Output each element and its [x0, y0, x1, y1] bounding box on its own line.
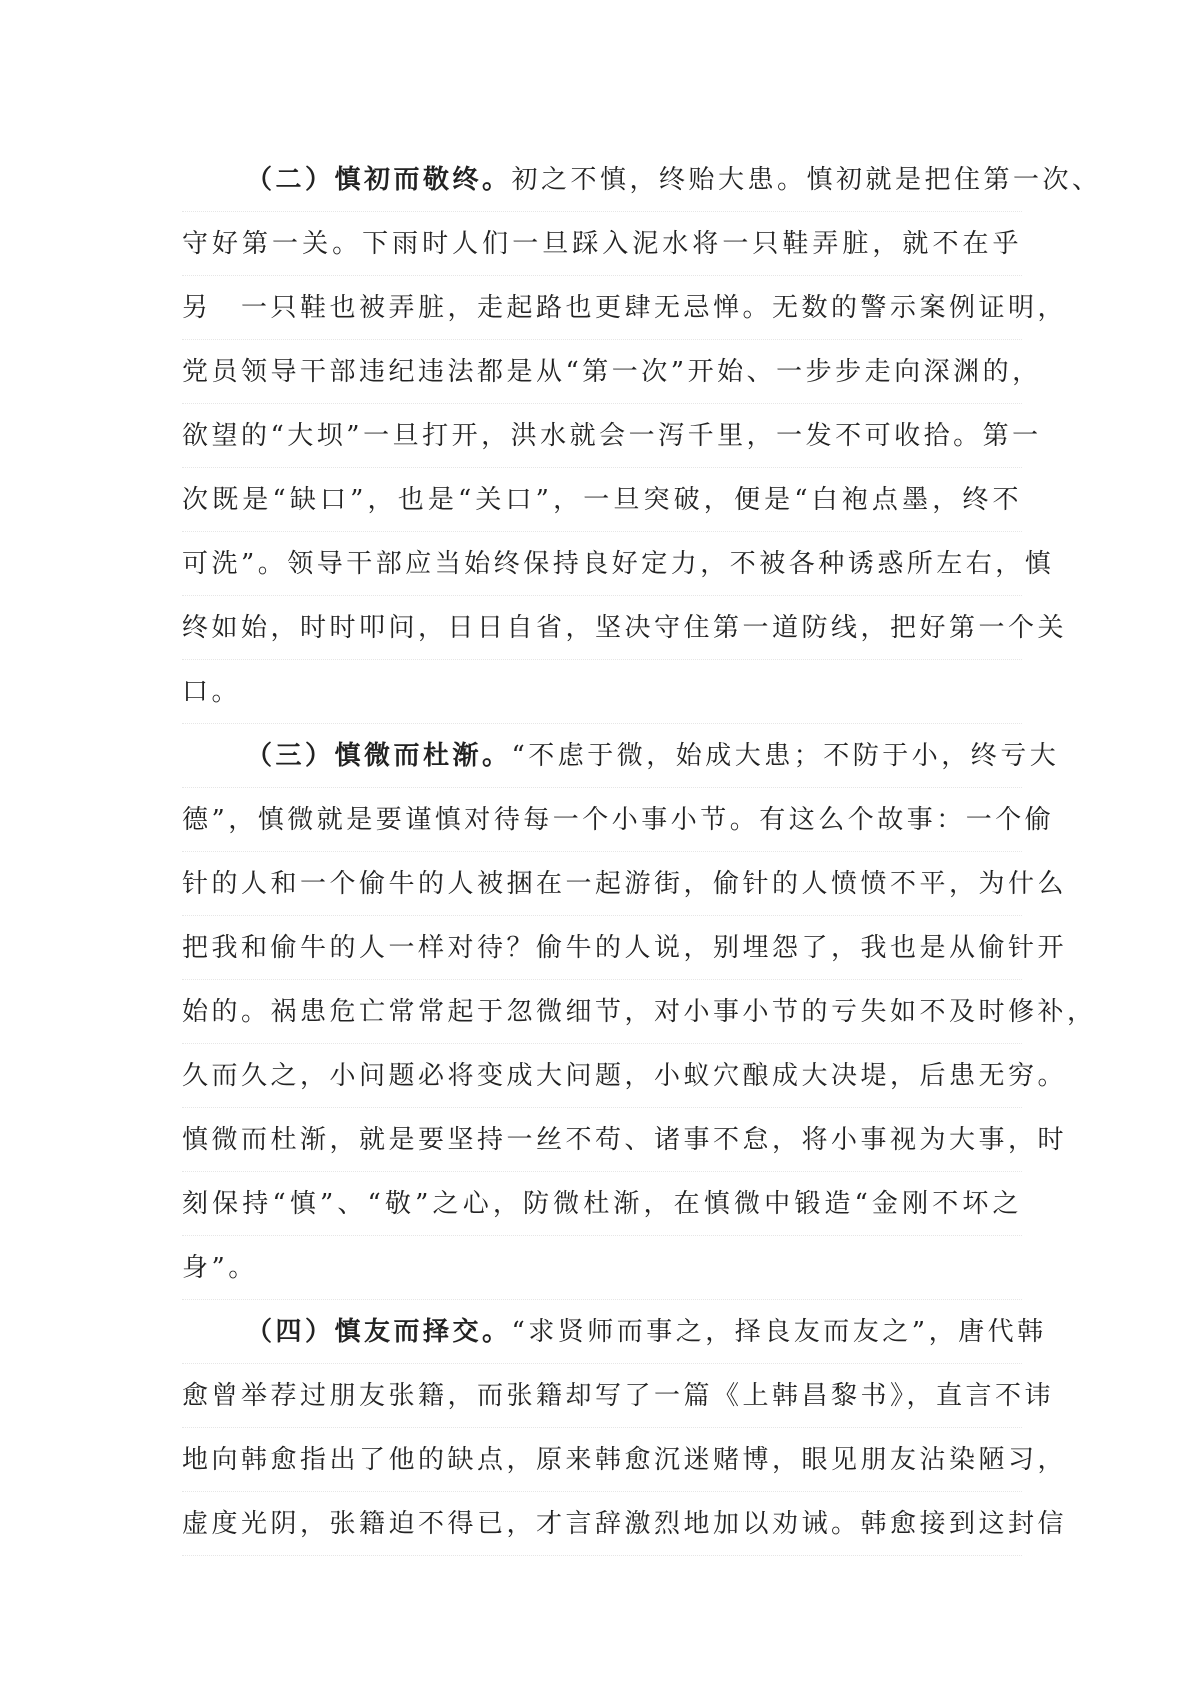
text-line: 久而久之，小问题必将变成大问题，小蚁穴酿成大决堤，后患无穷。 [182, 1044, 1022, 1108]
text-line: 针的人和一个偷牛的人被捆在一起游街，偷针的人愤愤不平，为什么 [182, 852, 1022, 916]
text-line: 愈曾举荐过朋友张籍，而张籍却写了一篇《上韩昌黎书》，直言不讳 [182, 1364, 1022, 1428]
section-heading: （三）慎微而杜渐。 [246, 741, 512, 771]
section-heading: （二）慎初而敬终。 [246, 165, 512, 195]
text-line: 可洗”。领导干部应当始终保持良好定力，不被各种诱惑所左右，慎 [182, 532, 1022, 596]
text-line: 终如始，时时叩问，日日自省，坚决守住第一道防线，把好第一个关 [182, 596, 1022, 660]
text-line: 身”。 [182, 1236, 1022, 1300]
paragraph-text: “不虑于微，始成大患；不防于小，终亏大 [511, 741, 1060, 771]
text-line: 守好第一关。下雨时人们一旦踩入泥水将一只鞋弄脏，就不在乎 [182, 212, 1022, 276]
text-line: 另 一只鞋也被弄脏，走起路也更肆无忌惮。无数的警示案例证明， [182, 276, 1022, 340]
paragraph-text: 初之不慎，终贻大患。慎初就是把住第一次、 [511, 165, 1102, 195]
text-line: 把我和偷牛的人一样对待？偷牛的人说，别埋怨了，我也是从偷针开 [182, 916, 1022, 980]
text-line: 党员领导干部违纪违法都是从“第一次”开始、一步步走向深渊的， [182, 340, 1022, 404]
text-line: 刻保持“慎”、“敬”之心，防微杜渐，在慎微中锻造“金刚不坏之 [182, 1172, 1022, 1236]
text-line: 始的。祸患危亡常常起于忽微细节，对小事小节的亏失如不及时修补， [182, 980, 1022, 1044]
text-line: 德”，慎微就是要谨慎对待每一个小事小节。有这么个故事：一个偷 [182, 788, 1022, 852]
text-line: 口。 [182, 660, 1022, 724]
document-body [182, 148, 1102, 1556]
text-line: 次既是“缺口”，也是“关口”，一旦突破，便是“白袍点墨，终不 [182, 468, 1022, 532]
paragraph-text: “求贤师而事之，择良友而友之”，唐代韩 [511, 1317, 1047, 1347]
text-line: 虚度光阴，张籍迫不得已，才言辞激烈地加以劝诫。韩愈接到这封信 [182, 1492, 1022, 1556]
text-line [182, 148, 1102, 212]
text-line: 地向韩愈指出了他的缺点，原来韩愈沉迷赌博，眼见朋友沾染陋习， [182, 1428, 1022, 1492]
text-line [182, 1300, 1047, 1364]
text-line: 欲望的“大坝”一旦打开，洪水就会一泻千里，一发不可收拾。第一 [182, 404, 1022, 468]
section-heading: （四）慎友而择交。 [246, 1317, 512, 1347]
text-line [182, 724, 1060, 788]
text-line: 慎微而杜渐，就是要坚持一丝不苟、诸事不怠，将小事视为大事，时 [182, 1108, 1022, 1172]
